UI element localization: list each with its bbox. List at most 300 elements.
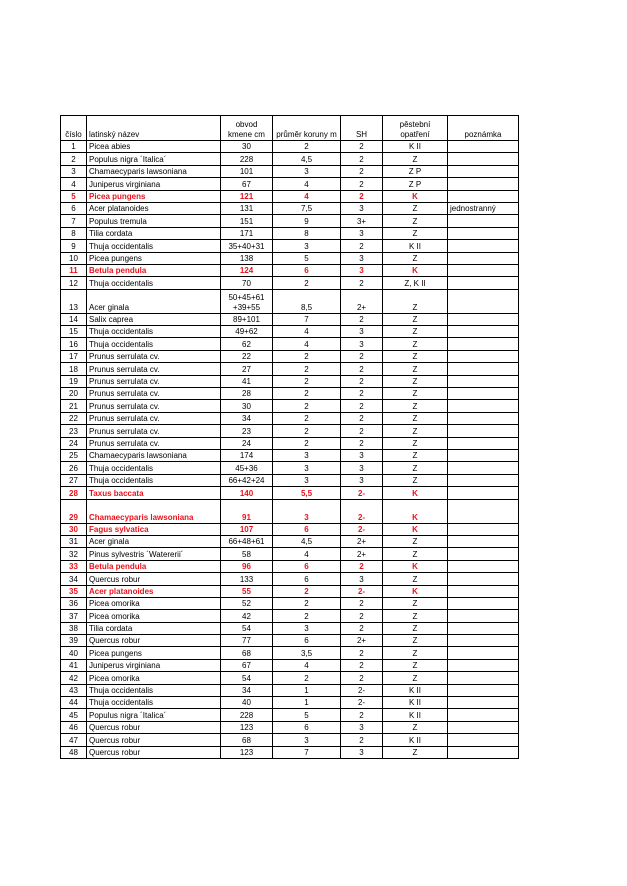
cell-cislo: 28: [61, 487, 87, 499]
table-row: [61, 659, 519, 671]
cell-poznamka: [448, 487, 519, 499]
cell-obvod: 67: [221, 659, 273, 671]
cell-cislo: 36: [61, 597, 87, 609]
cell-opatreni: K: [383, 523, 448, 535]
cell-opatreni: Z: [383, 746, 448, 758]
cell-opatreni: K II: [383, 240, 448, 252]
table-row: [61, 746, 519, 758]
cell-opatreni: Z: [383, 548, 448, 560]
cell-opatreni: Z: [383, 535, 448, 547]
cell-latin-name: Prunus serrulata cv.: [87, 363, 221, 375]
cell-latin-name: Juniperus virginiana: [87, 659, 221, 671]
cell-opatreni: Z: [383, 573, 448, 585]
table-row: [61, 388, 519, 400]
cell-cislo: 33: [61, 560, 87, 572]
cell-poznamka: [448, 437, 519, 449]
table-row: [61, 734, 519, 746]
cell-obvod: 23: [221, 425, 273, 437]
cell-opatreni: Z: [383, 338, 448, 350]
cell-sh: 2: [341, 622, 383, 634]
cell-poznamka: [448, 635, 519, 647]
cell-opatreni: Z: [383, 412, 448, 424]
cell-prumer: 6: [273, 523, 341, 535]
cell-obvod: 62: [221, 338, 273, 350]
cell-prumer: 2: [273, 585, 341, 597]
cell-latin-name: Pinus sylvestris ´Watererii´: [87, 548, 221, 560]
cell-obvod: 58: [221, 548, 273, 560]
cell-prumer: 5: [273, 709, 341, 721]
cell-latin-name: Picea omorika: [87, 597, 221, 609]
cell-obvod: 107: [221, 523, 273, 535]
cell-cislo: 14: [61, 313, 87, 325]
cell-cislo: 16: [61, 338, 87, 350]
cell-cislo: 25: [61, 449, 87, 461]
cell-prumer: 3: [273, 622, 341, 634]
cell-poznamka: [448, 746, 519, 758]
cell-latin-name: Thuja occidentalis: [87, 697, 221, 709]
cell-prumer: 6: [273, 573, 341, 585]
table-row: [61, 721, 519, 733]
cell-latin-name: Prunus serrulata cv.: [87, 388, 221, 400]
table-row: [61, 635, 519, 647]
cell-sh: 3: [341, 202, 383, 214]
cell-cislo: 27: [61, 474, 87, 486]
table-row: [61, 350, 519, 362]
table-row: [61, 277, 519, 289]
table-row: [61, 141, 519, 153]
cell-cislo: 39: [61, 635, 87, 647]
cell-obvod: 123: [221, 721, 273, 733]
cell-prumer: 9: [273, 215, 341, 227]
cell-opatreni: K: [383, 499, 448, 523]
cell-latin-name: Picea omorika: [87, 610, 221, 622]
cell-sh: 2+: [341, 535, 383, 547]
cell-obvod: 66+48+61: [221, 535, 273, 547]
cell-prumer: 6: [273, 635, 341, 647]
cell-poznamka: [448, 178, 519, 190]
cell-obvod: 91: [221, 499, 273, 523]
cell-opatreni: K II: [383, 684, 448, 696]
cell-cislo: 37: [61, 610, 87, 622]
cell-poznamka: [448, 659, 519, 671]
cell-sh: 2: [341, 659, 383, 671]
cell-latin-name: Acer platanoides: [87, 585, 221, 597]
cell-prumer: 3: [273, 474, 341, 486]
cell-prumer: 7: [273, 313, 341, 325]
table-row: [61, 202, 519, 214]
cell-poznamka: [448, 499, 519, 523]
cell-opatreni: K II: [383, 734, 448, 746]
cell-cislo: 44: [61, 697, 87, 709]
cell-opatreni: K II: [383, 697, 448, 709]
table-row: [61, 165, 519, 177]
cell-obvod: 101: [221, 165, 273, 177]
table-row: [61, 585, 519, 597]
cell-prumer: 2: [273, 425, 341, 437]
cell-opatreni: Z: [383, 400, 448, 412]
cell-latin-name: Prunus serrulata cv.: [87, 437, 221, 449]
cell-cislo: 20: [61, 388, 87, 400]
cell-prumer: 3: [273, 165, 341, 177]
cell-cislo: 46: [61, 721, 87, 733]
cell-poznamka: [448, 462, 519, 474]
table-row: [61, 523, 519, 535]
cell-prumer: 4: [273, 190, 341, 202]
table-row: [61, 437, 519, 449]
cell-prumer: 6: [273, 721, 341, 733]
cell-sh: 3: [341, 264, 383, 276]
table-row: [61, 178, 519, 190]
cell-opatreni: Z P: [383, 165, 448, 177]
cell-poznamka: [448, 535, 519, 547]
cell-opatreni: Z, K II: [383, 277, 448, 289]
cell-prumer: 2: [273, 672, 341, 684]
cell-opatreni: Z: [383, 462, 448, 474]
cell-cislo: 24: [61, 437, 87, 449]
cell-sh: 2: [341, 672, 383, 684]
cell-sh: 2+: [341, 289, 383, 313]
cell-cislo: 4: [61, 178, 87, 190]
cell-sh: 2: [341, 425, 383, 437]
cell-prumer: 3: [273, 462, 341, 474]
cell-poznamka: [448, 289, 519, 313]
cell-sh: 2-: [341, 499, 383, 523]
header-poznamka: poznámka: [448, 116, 519, 141]
cell-poznamka: [448, 277, 519, 289]
cell-opatreni: Z: [383, 721, 448, 733]
cell-poznamka: [448, 672, 519, 684]
cell-prumer: 3: [273, 499, 341, 523]
cell-prumer: 2: [273, 400, 341, 412]
cell-prumer: 4: [273, 178, 341, 190]
cell-obvod: 67: [221, 178, 273, 190]
cell-prumer: 7: [273, 746, 341, 758]
header-latin-name: latinský název: [87, 116, 221, 141]
cell-obvod: 131: [221, 202, 273, 214]
cell-obvod: 96: [221, 560, 273, 572]
cell-poznamka: [448, 363, 519, 375]
table-row: [61, 647, 519, 659]
cell-poznamka: [448, 523, 519, 535]
cell-prumer: 8: [273, 227, 341, 239]
cell-latin-name: Betula pendula: [87, 560, 221, 572]
cell-obvod: 174: [221, 449, 273, 461]
cell-opatreni: K: [383, 585, 448, 597]
table-row: [61, 622, 519, 634]
cell-latin-name: Prunus serrulata cv.: [87, 412, 221, 424]
cell-sh: 2-: [341, 684, 383, 696]
cell-latin-name: Quercus robur: [87, 734, 221, 746]
table-row: [61, 240, 519, 252]
cell-sh: 3: [341, 227, 383, 239]
cell-latin-name: Acer ginala: [87, 289, 221, 313]
cell-poznamka: [448, 721, 519, 733]
cell-cislo: 21: [61, 400, 87, 412]
table-row: [61, 573, 519, 585]
cell-sh: 2-: [341, 585, 383, 597]
header-sh: SH: [341, 116, 383, 141]
cell-opatreni: K: [383, 190, 448, 202]
cell-poznamka: [448, 734, 519, 746]
cell-obvod: 35+40+31: [221, 240, 273, 252]
table-row: [61, 487, 519, 499]
cell-latin-name: Thuja occidentalis: [87, 277, 221, 289]
cell-latin-name: Prunus serrulata cv.: [87, 400, 221, 412]
cell-poznamka: [448, 412, 519, 424]
cell-prumer: 4: [273, 326, 341, 338]
cell-opatreni: Z: [383, 672, 448, 684]
cell-sh: 2+: [341, 635, 383, 647]
cell-poznamka: [448, 313, 519, 325]
cell-cislo: 32: [61, 548, 87, 560]
cell-latin-name: Picea pungens: [87, 252, 221, 264]
cell-latin-name: Prunus serrulata cv.: [87, 375, 221, 387]
cell-opatreni: Z: [383, 252, 448, 264]
cell-obvod: 22: [221, 350, 273, 362]
cell-latin-name: Prunus serrulata cv.: [87, 425, 221, 437]
cell-latin-name: Fagus sylvatica: [87, 523, 221, 535]
cell-cislo: 42: [61, 672, 87, 684]
cell-poznamka: [448, 474, 519, 486]
cell-sh: 2-: [341, 523, 383, 535]
cell-opatreni: Z: [383, 610, 448, 622]
cell-sh: 2-: [341, 697, 383, 709]
cell-opatreni: Z: [383, 659, 448, 671]
cell-prumer: 2: [273, 412, 341, 424]
cell-latin-name: Thuja occidentalis: [87, 462, 221, 474]
cell-opatreni: Z P: [383, 178, 448, 190]
cell-obvod: 42: [221, 610, 273, 622]
cell-sh: 2: [341, 153, 383, 165]
cell-cislo: 2: [61, 153, 87, 165]
cell-prumer: 5: [273, 252, 341, 264]
cell-prumer: 2: [273, 141, 341, 153]
cell-opatreni: Z: [383, 622, 448, 634]
cell-latin-name: Thuja occidentalis: [87, 474, 221, 486]
cell-sh: 2: [341, 597, 383, 609]
cell-opatreni: Z: [383, 326, 448, 338]
cell-opatreni: Z: [383, 388, 448, 400]
table-row: [61, 672, 519, 684]
header-cislo: číslo: [61, 116, 87, 141]
cell-prumer: 5,5: [273, 487, 341, 499]
table-row: [61, 215, 519, 227]
table-row: [61, 190, 519, 202]
cell-prumer: 1: [273, 697, 341, 709]
cell-latin-name: Salix caprea: [87, 313, 221, 325]
cell-opatreni: K: [383, 264, 448, 276]
cell-latin-name: Picea pungens: [87, 190, 221, 202]
cell-poznamka: [448, 697, 519, 709]
cell-prumer: 3: [273, 734, 341, 746]
cell-latin-name: Quercus robur: [87, 573, 221, 585]
cell-cislo: 23: [61, 425, 87, 437]
cell-sh: 2: [341, 363, 383, 375]
cell-latin-name: Chamaecyparis lawsoniana: [87, 449, 221, 461]
table-row: [61, 153, 519, 165]
cell-cislo: 31: [61, 535, 87, 547]
cell-opatreni: K II: [383, 709, 448, 721]
cell-opatreni: Z: [383, 202, 448, 214]
cell-cislo: 11: [61, 264, 87, 276]
cell-obvod: 27: [221, 363, 273, 375]
cell-poznamka: [448, 141, 519, 153]
cell-sh: 2: [341, 313, 383, 325]
cell-sh: 2: [341, 412, 383, 424]
cell-cislo: 1: [61, 141, 87, 153]
cell-obvod: 228: [221, 153, 273, 165]
table-row: [61, 425, 519, 437]
cell-opatreni: Z: [383, 289, 448, 313]
table-row: [61, 326, 519, 338]
cell-poznamka: [448, 709, 519, 721]
cell-prumer: 4: [273, 338, 341, 350]
cell-prumer: 2: [273, 610, 341, 622]
cell-cislo: 22: [61, 412, 87, 424]
table-row: [61, 363, 519, 375]
cell-sh: 2: [341, 350, 383, 362]
cell-obvod: 123: [221, 746, 273, 758]
cell-poznamka: [448, 449, 519, 461]
cell-prumer: 8,5: [273, 289, 341, 313]
cell-opatreni: Z: [383, 313, 448, 325]
cell-cislo: 18: [61, 363, 87, 375]
cell-cislo: 7: [61, 215, 87, 227]
cell-sh: 3: [341, 449, 383, 461]
cell-prumer: 2: [273, 363, 341, 375]
cell-cislo: 38: [61, 622, 87, 634]
cell-obvod: 34: [221, 412, 273, 424]
cell-obvod: 77: [221, 635, 273, 647]
table-header-row: [61, 116, 519, 141]
cell-sh: 2: [341, 165, 383, 177]
cell-cislo: 30: [61, 523, 87, 535]
cell-latin-name: Populus nigra ´Italica´: [87, 709, 221, 721]
cell-poznamka: [448, 388, 519, 400]
cell-prumer: 7,5: [273, 202, 341, 214]
table-row: [61, 264, 519, 276]
cell-prumer: 4,5: [273, 535, 341, 547]
cell-sh: 3: [341, 746, 383, 758]
cell-sh: 2: [341, 388, 383, 400]
cell-poznamka: [448, 227, 519, 239]
cell-sh: 3: [341, 326, 383, 338]
cell-sh: 2+: [341, 548, 383, 560]
cell-latin-name: Picea omorika: [87, 672, 221, 684]
cell-latin-name: Populus tremula: [87, 215, 221, 227]
cell-poznamka: [448, 684, 519, 696]
cell-prumer: 2: [273, 597, 341, 609]
table-row: [61, 412, 519, 424]
cell-poznamka: [448, 350, 519, 362]
cell-opatreni: Z: [383, 635, 448, 647]
cell-obvod: 30: [221, 400, 273, 412]
cell-poznamka: [448, 622, 519, 634]
cell-sh: 3: [341, 721, 383, 733]
cell-obvod: 50+45+61 +39+55: [221, 289, 273, 313]
table-row: [61, 449, 519, 461]
cell-obvod: 228: [221, 709, 273, 721]
table-row: [61, 313, 519, 325]
cell-cislo: 12: [61, 277, 87, 289]
tree-inventory-table: [60, 115, 519, 759]
cell-latin-name: Acer platanoides: [87, 202, 221, 214]
cell-poznamka: [448, 190, 519, 202]
cell-opatreni: Z: [383, 350, 448, 362]
table-row: [61, 597, 519, 609]
table-row: [61, 684, 519, 696]
table-row: [61, 474, 519, 486]
cell-opatreni: K: [383, 560, 448, 572]
cell-latin-name: Taxus baccata: [87, 487, 221, 499]
cell-obvod: 70: [221, 277, 273, 289]
cell-poznamka: [448, 375, 519, 387]
cell-obvod: 34: [221, 684, 273, 696]
cell-latin-name: Quercus robur: [87, 746, 221, 758]
cell-obvod: 41: [221, 375, 273, 387]
cell-latin-name: Betula pendula: [87, 264, 221, 276]
cell-cislo: 34: [61, 573, 87, 585]
cell-prumer: 6: [273, 264, 341, 276]
cell-obvod: 55: [221, 585, 273, 597]
cell-prumer: 4: [273, 659, 341, 671]
table-row: [61, 610, 519, 622]
cell-poznamka: [448, 647, 519, 659]
cell-obvod: 133: [221, 573, 273, 585]
cell-cislo: 48: [61, 746, 87, 758]
cell-latin-name: Thuja occidentalis: [87, 240, 221, 252]
cell-opatreni: Z: [383, 597, 448, 609]
table-row: [61, 462, 519, 474]
cell-opatreni: Z: [383, 474, 448, 486]
cell-obvod: 28: [221, 388, 273, 400]
cell-obvod: 140: [221, 487, 273, 499]
cell-obvod: 89+101: [221, 313, 273, 325]
cell-poznamka: [448, 264, 519, 276]
cell-sh: 2: [341, 709, 383, 721]
cell-sh: 2: [341, 240, 383, 252]
cell-latin-name: Chamaecyparis lawsoniana: [87, 499, 221, 523]
cell-prumer: 2: [273, 375, 341, 387]
cell-opatreni: Z: [383, 449, 448, 461]
table-row: [61, 289, 519, 313]
cell-sh: 2: [341, 734, 383, 746]
cell-sh: 2: [341, 647, 383, 659]
cell-opatreni: Z: [383, 647, 448, 659]
cell-opatreni: K: [383, 487, 448, 499]
cell-opatreni: K II: [383, 141, 448, 153]
cell-cislo: 41: [61, 659, 87, 671]
cell-latin-name: Tilia cordata: [87, 622, 221, 634]
cell-sh: 3: [341, 462, 383, 474]
cell-opatreni: Z: [383, 363, 448, 375]
cell-opatreni: Z: [383, 227, 448, 239]
cell-obvod: 121: [221, 190, 273, 202]
cell-obvod: 68: [221, 647, 273, 659]
cell-prumer: 3: [273, 449, 341, 461]
table-row: [61, 338, 519, 350]
cell-latin-name: Thuja occidentalis: [87, 338, 221, 350]
cell-prumer: 1: [273, 684, 341, 696]
cell-poznamka: [448, 585, 519, 597]
cell-obvod: 138: [221, 252, 273, 264]
cell-poznamka: [448, 425, 519, 437]
cell-prumer: 3: [273, 240, 341, 252]
cell-sh: 2: [341, 277, 383, 289]
cell-latin-name: Thuja occidentalis: [87, 684, 221, 696]
cell-cislo: 10: [61, 252, 87, 264]
cell-latin-name: Populus nigra ´Italica´: [87, 153, 221, 165]
